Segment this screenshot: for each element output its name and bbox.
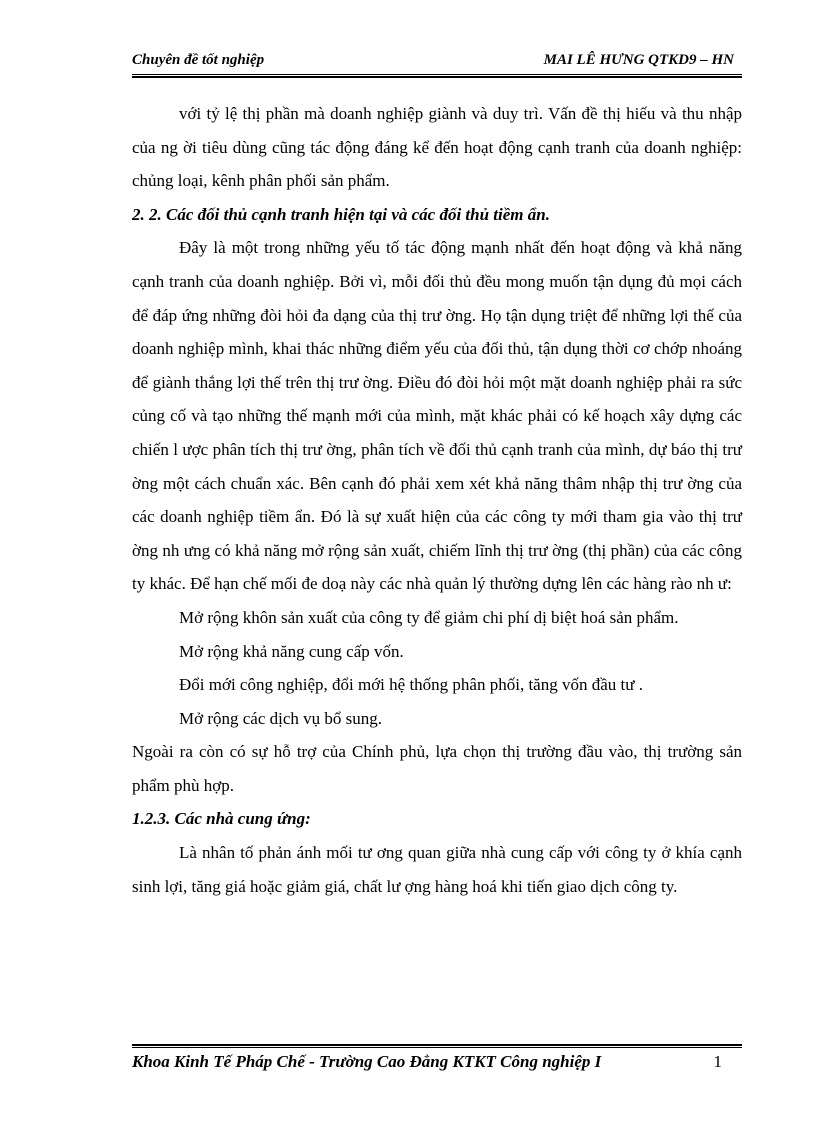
paragraph: với tỷ lệ thị phần mà doanh nghiệp giành và duy trì. Vấn đề thị hiếu và thu nhập của ng ời tiêu dùng cũng tác động đáng kể đến hoạt động cạnh tranh của doanh nghiệp: chủng loại, kênh phân phối sản phẩm. <box>132 104 742 191</box>
section-heading: 1.2.3. Các nhà cung ứng: <box>132 809 311 829</box>
list-item: Mở rộng các dịch vụ bổ sung. <box>179 708 383 728</box>
paragraph: Đây là một trong những yếu tố tác động mạnh nhất đến hoạt động và khả năng cạnh tranh của doanh nghiệp. Bởi vì, mỗi đối thủ đều mong muốn tận dụng đủ mọi cách để đáp ứng những đòi hỏi đa dạng của thị trư ờng. Họ tận dụng triệt để những lợi thế của doanh nghiệp mình, khai thác những điểm yếu của đối thủ, tận dụng thời cơ chớp nhoáng để giành thắng lợi thế trên thị trư ờng. Điều đó đòi hỏi một mặt doanh nghiệp phải ra sức củng cố và tạo những thế mạnh mới của mình, mặt khác phải có kế hoạch xây dựng các chiến l ược phân tích thị trư ờng, phân tích về đối thủ cạnh tranh của mình, dự báo thị trư ờng một cách chuẩn xác. Bên cạnh đó phải xem xét khả năng thâm nhập thị trư ờng của các doanh nghiệp tiềm ẩn. Đó là sự xuất hiện của các công ty mới tham gia vào thị trư ờng nh ưng có khả năng mở rộng sản xuất, chiếm lĩnh thị trư ờng (thị phần) của các công ty khác. Để hạn chế mối đe doạ này các nhà quản lý thường dựng lên các hàng rào nh ư: <box>132 238 742 594</box>
list-item: Mở rộng khôn sản xuất của công ty để giảm chi phí dị biệt hoá sản phẩm. <box>179 607 679 627</box>
footer-divider <box>132 1047 742 1048</box>
page-number: 1 <box>713 1052 722 1071</box>
list-item: Mở rộng khả năng cung cấp vốn. <box>179 641 404 661</box>
list-item: Đổi mới công nghiệp, đổi mới hệ thống phân phối, tăng vốn đầu tư . <box>179 675 643 695</box>
footer-divider-thick <box>132 1044 742 1046</box>
section-heading: 2. 2. Các đối thủ cạnh tranh hiện tại và các đối thủ tiềm ẩn. <box>132 204 550 224</box>
header-title: Chuyên đề tốt nghiệp <box>132 52 265 68</box>
header-author: MAI LÊ HƯNG QTKD9 – HN <box>543 52 734 68</box>
paragraph: Là nhân tố phản ánh mối tư ơng quan giữa nhà cung cấp với công ty ở khía cạnh sinh lợi, tăng giá hoặc giảm giá, chất lư ợng hàng hoá khi tiến giao dịch công ty. <box>132 843 742 896</box>
footer-institution: Khoa Kinh Tế Pháp Chế - Trường Cao Đẳng KTKT Công nghiệp I <box>132 1052 602 1071</box>
page-header <box>132 50 734 74</box>
paragraph: Ngoài ra còn có sự hỗ trợ của Chính phủ, lựa chọn thị trường đầu vào, thị trường sản phẩm phù hợp. <box>132 742 742 795</box>
document-body <box>132 97 742 903</box>
header-divider <box>132 74 742 75</box>
header-divider-thick <box>132 76 742 78</box>
